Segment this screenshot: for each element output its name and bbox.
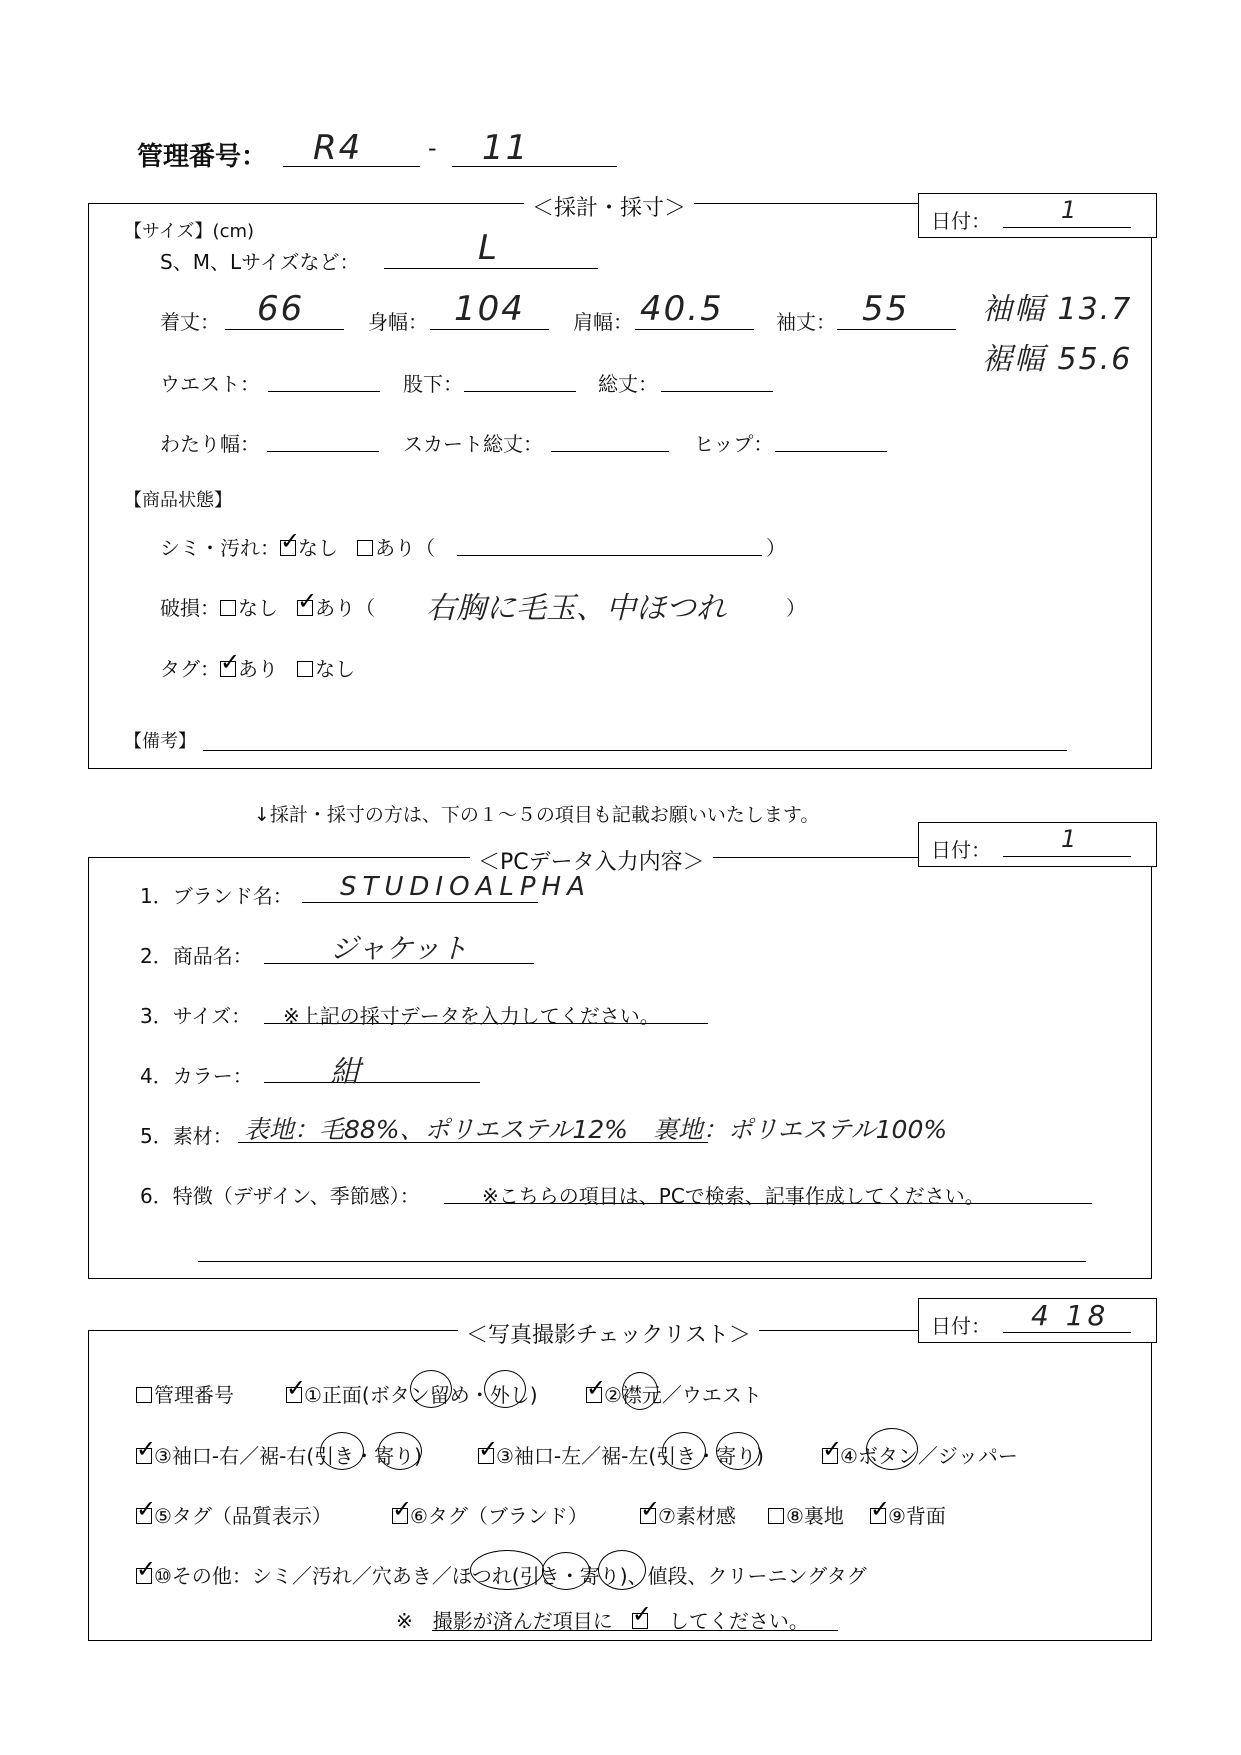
photo-item-lining: [768, 1500, 844, 1529]
photo-item-text: ⑥タグ（ブランド）: [410, 1504, 588, 1528]
photo-checkbox[interactable]: [768, 1508, 784, 1524]
photo-checkbox[interactable]: [586, 1387, 602, 1403]
mark-circle: [484, 1370, 526, 1408]
hip-line: [775, 451, 887, 452]
management-number-line-right: [452, 166, 617, 167]
photo-item-text: ⑤タグ（品質表示）: [154, 1504, 332, 1528]
body-width-line: [430, 329, 549, 330]
pc-date-line: [1003, 856, 1131, 857]
sleeve-length-label: 袖丈：: [776, 310, 836, 334]
material-value: 表地：毛88%、ポリエステル12% 裏地：ポリエステル100%: [244, 1115, 948, 1144]
photo-legend: ＜写真撮影チェックリスト＞: [458, 1318, 759, 1349]
sleeve-length-value: 55: [862, 289, 910, 329]
length-line: [225, 329, 344, 330]
tag-yes-text: あり: [238, 657, 278, 681]
management-number-value-right: 11: [482, 128, 530, 168]
photo-date-label: 日付：: [931, 1314, 991, 1338]
stain-detail-line: [457, 555, 762, 556]
waist-label: ウエスト：: [160, 372, 260, 396]
photo-item-text: ⑦素材感: [658, 1504, 736, 1528]
damage-label: 破損：: [160, 596, 220, 620]
total-length-label: 総丈：: [598, 372, 658, 396]
damage-detail-value: 右胸に毛玉、中ほつれ: [426, 591, 726, 626]
pc-size-label: 3．サイズ：: [140, 1004, 252, 1028]
damage-yes-checkbox[interactable]: [297, 600, 313, 616]
management-number-label: 管理番号：: [137, 142, 268, 172]
brand-line: [302, 902, 538, 903]
sleeve-length-line: [837, 329, 956, 330]
hip-label: ヒップ：: [694, 432, 774, 456]
management-number-value-left: R4: [313, 128, 363, 168]
feature-label: 6．特徴（デザイン、季節感）：: [140, 1184, 420, 1208]
photo-footer-underline: [432, 1630, 838, 1631]
photo-checkbox[interactable]: [136, 1448, 152, 1464]
feature-value: ※こちらの項目は、PCで検索、記事作成してください。: [482, 1184, 985, 1208]
sml-size-line: [384, 268, 598, 269]
photo-item-text: ③袖口-左／裾-左(引き・寄り): [496, 1444, 764, 1468]
sml-size-label: S、M、Lサイズなど：: [160, 250, 360, 274]
photo-item-back: [870, 1500, 946, 1529]
photo-checkbox[interactable]: [136, 1508, 152, 1524]
photo-date-value: 4 18: [1031, 1299, 1110, 1332]
thigh-width-label: わたり幅：: [160, 432, 260, 456]
photo-item-text: ⑩その他：シミ／汚れ／穴あき／ほつれ(引き・寄り)、値段、クリーニングタグ: [154, 1564, 867, 1588]
stain-label: シミ・汚れ：: [160, 536, 280, 560]
photo-checkbox[interactable]: [136, 1387, 152, 1403]
damage-close: ）: [786, 596, 806, 620]
damage-none-checkbox[interactable]: [220, 600, 236, 616]
item-value: ジャケット: [330, 932, 469, 965]
photo-item-text: ⑨背面: [888, 1504, 946, 1528]
photo-item-text: ⑧裏地: [786, 1504, 844, 1528]
photo-item-quality-tag: [136, 1500, 332, 1529]
measure-date-value: 1: [1061, 196, 1077, 224]
length-value: 66: [257, 289, 305, 329]
photo-item-brand-tag: [392, 1500, 588, 1529]
mark-circle: [470, 1550, 544, 1590]
tag-row: [160, 653, 355, 682]
photo-item-collar: [586, 1379, 762, 1408]
photo-checkbox[interactable]: [478, 1448, 494, 1464]
sleeve-width-note: 袖幅 13.7: [982, 292, 1133, 327]
photo-checkbox[interactable]: [822, 1448, 838, 1464]
shoulder-width-value: 40.5: [640, 289, 724, 329]
photo-date-line: [1003, 1332, 1131, 1333]
stain-yes-text: あり（: [375, 536, 436, 560]
mark-circle: [598, 1550, 646, 1590]
photo-footer-text-a: ※ 撮影が済んだ項目に: [396, 1609, 613, 1633]
hem-width-note: 裾幅 55.6: [982, 342, 1133, 377]
thigh-width-line: [267, 451, 379, 452]
photo-item-management-number: [136, 1379, 234, 1408]
pc-legend: ＜PCデータ入力内容＞: [470, 845, 713, 876]
mark-circle: [410, 1370, 452, 1408]
brand-label: 1．ブランド名：: [140, 884, 293, 908]
mark-circle: [320, 1432, 364, 1470]
mark-circle: [378, 1432, 422, 1470]
pc-date-value: 1: [1061, 825, 1077, 853]
inseam-line: [464, 391, 576, 392]
brand-value: STUDIOALPHA: [340, 872, 591, 902]
tag-yes-checkbox[interactable]: [220, 661, 236, 677]
photo-item-text: 管理番号: [154, 1383, 234, 1407]
condition-heading: 【商品状態】: [124, 490, 232, 511]
color-value: 紺: [330, 1055, 360, 1090]
pc-date-box: [918, 822, 1157, 867]
stain-row: [160, 532, 435, 561]
stain-none-checkbox[interactable]: [280, 540, 296, 556]
photo-checkbox[interactable]: [392, 1508, 408, 1524]
pc-size-value: ※上記の採寸データを入力してください。: [283, 1004, 660, 1028]
photo-checkbox[interactable]: [136, 1568, 152, 1584]
tag-label: タグ：: [160, 657, 220, 681]
feature-line-2: [198, 1261, 1086, 1262]
waist-line: [268, 391, 380, 392]
photo-item-text: ①正面(ボタン留め・外し): [304, 1383, 538, 1407]
remarks-line: [203, 750, 1067, 751]
pc-date-label: 日付：: [931, 838, 991, 862]
photo-checkbox[interactable]: [870, 1508, 886, 1524]
photo-date-box: [918, 1298, 1157, 1343]
length-label: 着丈：: [160, 310, 220, 334]
photo-item-text: ③袖口-右／裾-右(引き・寄り): [154, 1444, 422, 1468]
mark-circle: [716, 1432, 760, 1470]
mark-circle: [866, 1428, 918, 1470]
photo-section: [88, 1330, 1152, 1641]
sml-size-value: L: [478, 228, 499, 268]
damage-none-text: なし: [238, 596, 278, 620]
instruction-text: ↓採計・採寸の方は、下の１～５の項目も記載お願いいたします。: [254, 804, 820, 826]
material-label: 5．素材：: [140, 1124, 233, 1148]
photo-checkbox[interactable]: [286, 1387, 302, 1403]
management-number-dash: -: [428, 134, 437, 162]
shoulder-width-label: 肩幅：: [573, 310, 633, 334]
stain-yes-checkbox[interactable]: [357, 540, 373, 556]
tag-none-text: なし: [315, 657, 356, 681]
stain-close: ）: [766, 536, 786, 560]
color-line: [264, 1082, 480, 1083]
measure-legend: ＜採計・採寸＞: [524, 191, 694, 222]
remarks-label: 【備考】: [124, 731, 196, 752]
photo-item-material: [640, 1500, 736, 1529]
total-length-line: [661, 391, 773, 392]
skirt-length-line: [551, 451, 669, 452]
mark-circle: [622, 1372, 658, 1410]
mark-circle: [542, 1552, 590, 1590]
size-heading: 【サイズ】(cm): [124, 221, 255, 242]
shoulder-width-line: [635, 329, 754, 330]
inseam-label: 股下：: [403, 372, 463, 396]
color-label: 4．カラー：: [140, 1064, 253, 1088]
item-label: 2．商品名：: [140, 944, 253, 968]
photo-item-button: [822, 1440, 1018, 1469]
skirt-length-label: スカート総丈：: [403, 432, 543, 456]
damage-yes-text: あり（: [315, 596, 376, 620]
body-width-value: 104: [454, 289, 525, 329]
stain-none-text: なし: [298, 536, 338, 560]
mark-circle: [662, 1432, 706, 1470]
photo-footer-text-b: してください。: [668, 1609, 809, 1633]
body-width-label: 身幅：: [368, 310, 428, 334]
damage-row: [160, 592, 375, 621]
photo-item-text: ②襟元／ウエスト: [604, 1383, 762, 1407]
tag-none-checkbox[interactable]: [297, 661, 313, 677]
measure-date-line: [1003, 227, 1131, 228]
photo-footer-checkbox: [632, 1613, 648, 1629]
measure-date-box: [918, 193, 1157, 238]
photo-item-text: ④ボタン／ジッパー: [840, 1444, 1018, 1468]
measure-date-label: 日付：: [931, 209, 991, 233]
photo-checkbox[interactable]: [640, 1508, 656, 1524]
